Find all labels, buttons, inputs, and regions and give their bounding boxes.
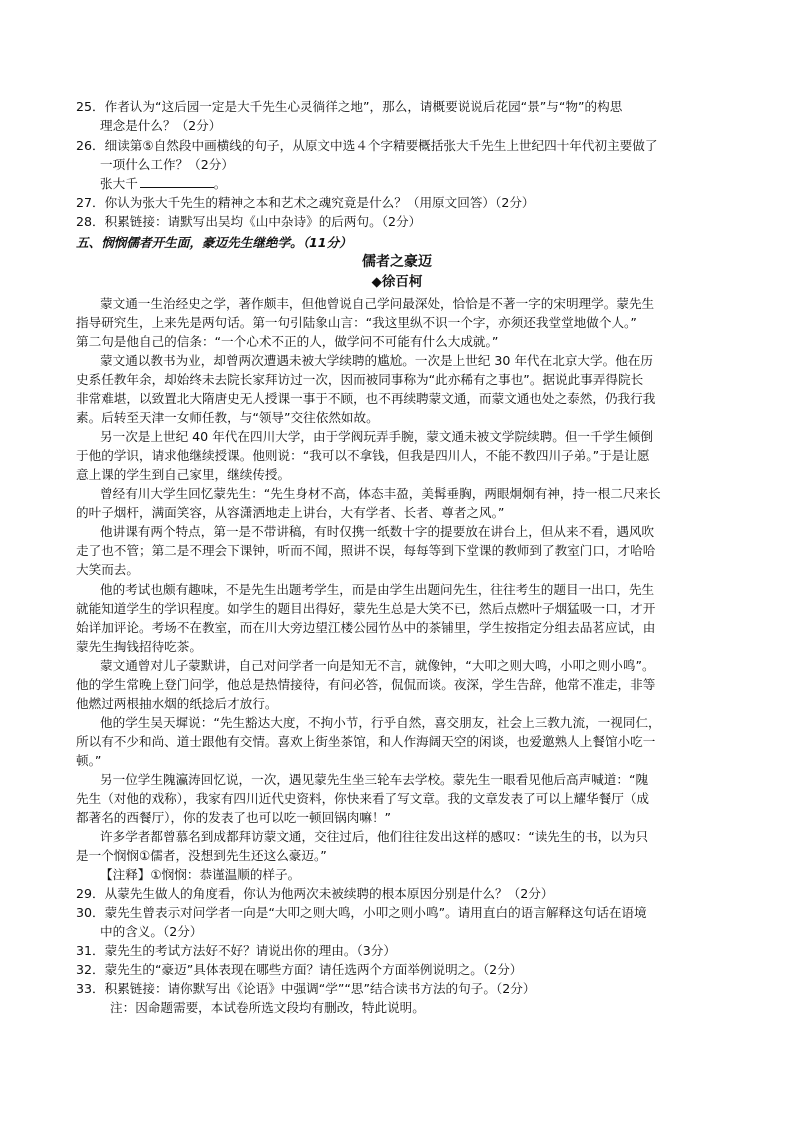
question-28: 28．积累链接：请默写出吴均《山中杂诗》的后两句。（2分）: [76, 214, 422, 229]
paragraph-2-line-4: 素。后转至天津一女师任教，与“领导”交往依然如故。: [76, 410, 379, 425]
paragraph-10-line-2: 是一个悯悯①儒者，没想到先生还这么豪迈。”: [76, 848, 327, 863]
question-26-answer-blank: [100, 174, 746, 193]
question-25-line-2: 理念是什么？（2分）: [100, 118, 222, 133]
paragraph-9-line-3: 都著名的西餐厅），你的发表了也可以吃一顿回锅肉嘛！”: [76, 810, 392, 825]
paragraph-8-line-3: 顿。”: [76, 753, 102, 768]
paragraph-7-line-3: 他燃过两根抽水烟的纸捻后才放行。: [76, 696, 278, 711]
paragraph-2-line-2: 史系任教年余，却始终未去院长家拜访过一次，因而被同事称为“此亦稀有之事也”。据说此事弄得院长: [76, 372, 644, 387]
section-heading: 五、悯悯儒者开生面，豪迈先生继绝学。（11分）: [76, 235, 352, 250]
answer-line[interactable]: [140, 175, 214, 188]
paragraph-7-line-1: 蒙文通曾对儿子蒙默讲，自己对问学者一向是知无不言，就像钟，“大叩之则大鸣，小叩之则小鸣”。: [100, 658, 655, 673]
article-author: ◆徐百柯: [371, 274, 423, 290]
paragraph-5-line-3: 大笑而去。: [76, 562, 139, 577]
paragraph-6-line-3: 始详加评论。考场不在教室，而在川大旁边望江楼公园竹丛中的茶铺里，学生按指定分组去品茗应试，由: [76, 620, 656, 635]
paragraph-3-line-3: 意上课的学生到自己家里，继续传授。: [76, 467, 291, 482]
paragraph-5-line-2: 走了也不管；第二是不理会下课钟，听而不闻，照讲不误，每每等到下堂课的教师到了教室门口，才哈哈: [76, 543, 656, 558]
paragraph-8-line-1: 他的学生吴天墀说：“先生豁达大度，不拘小节，行乎自然，喜交朋友，社会上三教九流，一视同仁，: [100, 715, 661, 730]
paragraph-7-line-2: 他的学生常晚上登门问学，他总是热情接待，有问必答，侃侃而谈。夜深，学生告辞，他常不准走，非等: [76, 677, 656, 692]
blank-suffix: 。: [213, 176, 227, 191]
paragraph-3-line-1: 另一次是上世纪 40 年代在四川大学，由于学阀玩弄手腕，蒙文通未被文学院续聘。但一千学生倾倒: [100, 429, 653, 444]
question-26-line-1: 26．细读第⑤自然段中画横线的句子，从原文中选４个字精要概括张大千先生上世纪四十年代初主要做了: [76, 138, 658, 153]
paragraph-1-line-3: 第二句是他自己的信条：“一个心术不正的人，做学问不可能有什么大成就。”: [76, 334, 499, 349]
paragraph-1-line-2: 指导研究生，上来先是两句话。第一句引陆象山言：“我这里纵不识一个字，亦须还我堂堂地做个人。”: [76, 315, 637, 330]
paragraph-1-line-1: 蒙文通一生治经史之学，著作颇丰，但他曾说自己学问最深处，恰恰是不著一字的宋明理学。蒙先生: [100, 296, 655, 311]
paragraph-6-line-1: 他的考试也颇有趣味，不是先生出题考学生，而是由学生出题问先生，往往考生的题目一出口，先生: [100, 582, 655, 597]
paragraph-4-line-1: 曾经有川大学生回忆蒙先生：“先生身材不高，体态丰盈，美髯垂胸，两眼炯炯有神，持一根二尺来长: [100, 486, 661, 501]
paragraph-9-line-1: 另一位学生隗瀛涛回忆说，一次，遇见蒙先生坐三轮车去学校。蒙先生一眼看见他后高声喊道：“隗: [100, 772, 649, 787]
article-title: 儒者之豪迈: [362, 254, 432, 270]
footnote: 注：因命题需要，本试卷所选文段均有删改，特此说明。: [110, 1000, 425, 1015]
question-30-line-2: 中的含义。（2分）: [100, 924, 203, 939]
annotation: 【注释】①悯悯：恭谨温顺的样子。: [100, 867, 301, 882]
question-33: 33．积累链接：请你默写出《论语》中强调“学”“思”结合读书方法的句子。（2分）: [76, 981, 536, 996]
question-27: 27．你认为张大千先生的精神之本和艺术之魂究竟是什么？（用原文回答）（2分）: [76, 195, 535, 210]
question-29: 29．从蒙先生做人的角度看，你认为他两次未被续聘的根本原因分别是什么？（2分）: [76, 886, 554, 901]
paragraph-6-line-4: 蒙先生掏钱招待吃茶。: [76, 639, 202, 654]
question-25-line-1: 25．作者认为“这后园一定是大千先生心灵徜徉之地”，那么，请概要说说后花园“景”与“物”的构思: [76, 99, 623, 114]
paragraph-8-line-2: 所以有不少和尚、道士跟他有交情。喜欢上街坐茶馆，和人作海阔天空的闲谈，也爱邀熟人上餐馆小吃一: [76, 734, 656, 749]
question-32: 32．蒙先生的“豪迈”具体表现在哪些方面？请任选两个方面举例说明之。（2分）: [76, 962, 523, 977]
paragraph-9-line-2: 先生（对他的戏称），我家有四川近代史资料，你快来看了写文章。我的文章发表了可以上耀华餐厅（成: [76, 791, 650, 806]
paragraph-2-line-3: 非常难堪，以致置北大隋唐史无人授课一事于不顾，也不再续聘蒙文通，而蒙文通也处之泰然，仍我行我: [76, 391, 656, 406]
paragraph-5-line-1: 他讲课有两个特点，第一是不带讲稿，有时仅携一纸数十字的提要放在讲台上，但从来不看，遇风吹: [100, 524, 655, 539]
question-30-line-1: 30．蒙先生曾表示对问学者一向是“大叩之则大鸣，小叩之则小鸣”。请用直白的语言解释这句话在语境: [76, 905, 647, 920]
paragraph-4-line-2: 的叶子烟杆，满面笑容，从容潇洒地走上讲台，大有学者、长者、尊者之风。”: [76, 505, 505, 520]
paragraph-10-line-1: 许多学者都曾慕名到成都拜访蒙文通，交往过后，他们往往发出这样的感叹：“读先生的书，以为只: [100, 829, 649, 844]
paragraph-3-line-2: 于他的学识，请求他继续授课。他则说：“我可以不拿钱，但我是四川人，不能不教四川子弟。”于是让愿: [76, 448, 650, 463]
blank-prefix: 张大千: [100, 176, 138, 191]
question-26-line-2: 一项什么工作？（2分）: [100, 157, 234, 172]
paragraph-6-line-2: 就能知道学生的学识程度。如学生的题目出得好，蒙先生总是大笑不已，然后点燃叶子烟猛吸一口，才开: [76, 601, 656, 616]
paragraph-2-line-1: 蒙文通以教书为业，却曾两次遭遇未被大学续聘的尴尬。一次是上世纪 30 年代在北京大学。他在历: [100, 353, 653, 368]
question-31: 31．蒙先生的考试方法好不好？请说出你的理由。（3分）: [76, 943, 396, 958]
